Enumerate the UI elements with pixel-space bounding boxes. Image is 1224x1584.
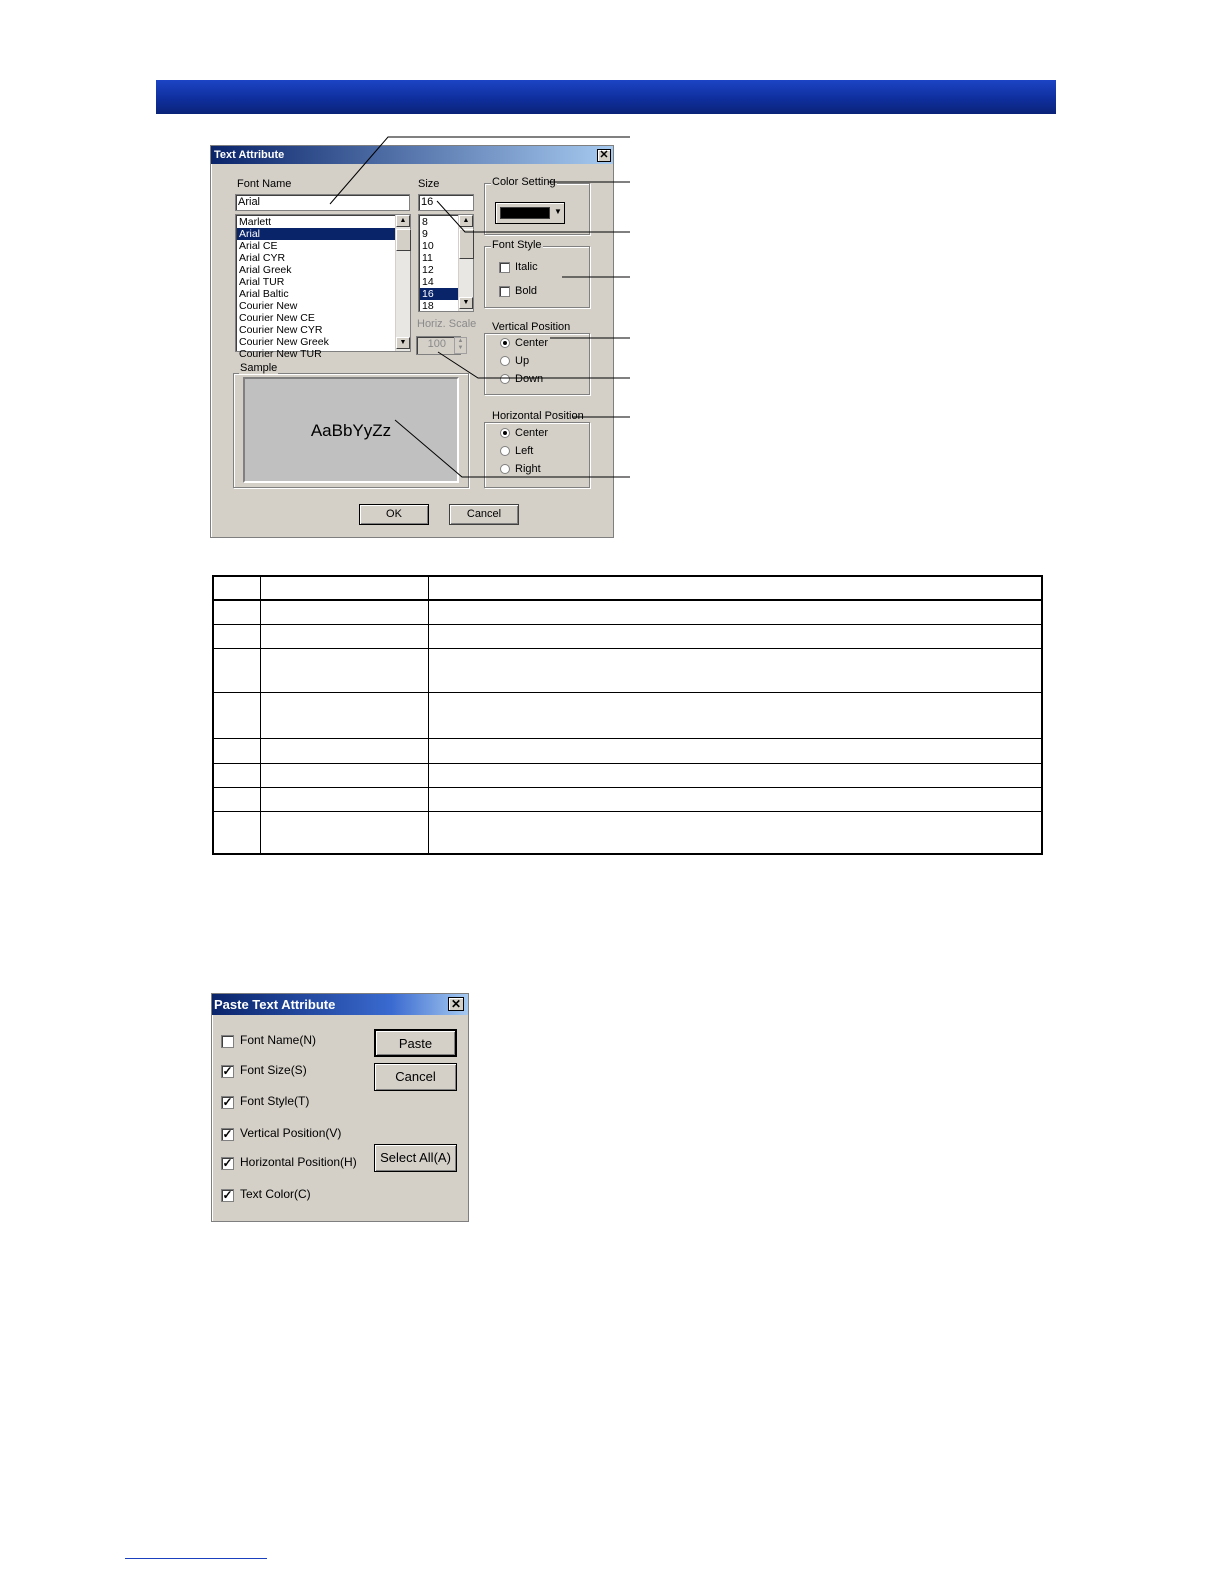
horizontal-position-label: Horizontal Position <box>492 410 584 422</box>
scroll-up-icon[interactable]: ▲ <box>396 215 410 227</box>
vertical-center-label: Center <box>515 337 549 349</box>
spin-up-icon[interactable]: ▲ <box>457 338 464 344</box>
bold-label: Bold <box>515 285 538 297</box>
font-list-item[interactable]: Arial <box>237 228 395 240</box>
font-list-item[interactable]: Arial CYR <box>239 252 286 264</box>
sample-text: AaBbYyZz <box>310 421 392 440</box>
scroll-up-icon[interactable]: ▲ <box>459 215 473 227</box>
font-list-item[interactable]: Arial TUR <box>239 276 285 288</box>
callout-size <box>437 201 630 232</box>
vertical-down-label: Down <box>515 373 544 385</box>
horizontal-right-label: Right <box>515 463 541 475</box>
table-row <box>214 624 1041 625</box>
horizontal-center-label: Center <box>515 427 549 439</box>
paste-text-attribute-dialog <box>211 993 469 1222</box>
size-list-item[interactable]: 18 <box>422 300 434 312</box>
spin-down-icon[interactable]: ▼ <box>457 345 464 351</box>
scroll-down-icon[interactable]: ▼ <box>396 337 410 349</box>
font-name-label: Font Name <box>237 178 292 190</box>
font-style-label: Font Style <box>492 239 542 251</box>
close-icon[interactable]: ✕ <box>448 997 464 1011</box>
italic-label: Italic <box>515 261 538 273</box>
font-list-item[interactable]: Courier New <box>239 300 298 312</box>
option-checkbox[interactable]: ✓ <box>222 1156 233 1170</box>
horiz-scale-field[interactable]: 100 <box>416 336 461 355</box>
option-checkbox[interactable]: ✓ <box>222 1188 233 1202</box>
size-list-item[interactable]: 11 <box>422 252 433 264</box>
option-label: Vertical Position(V) <box>240 1126 342 1140</box>
ok-button[interactable]: OK <box>359 504 429 525</box>
size-list-item[interactable]: 12 <box>422 264 434 276</box>
font-list-item[interactable]: Courier New CYR <box>239 324 323 336</box>
size-list-item[interactable]: 8 <box>422 216 428 228</box>
table-row <box>214 763 1041 764</box>
callout-font-name <box>330 137 630 204</box>
vertical-position-label: Vertical Position <box>492 321 571 333</box>
cancel-button[interactable]: Cancel <box>374 1063 457 1091</box>
dropdown-arrow-icon[interactable]: ▼ <box>554 207 562 216</box>
cancel-button[interactable]: Cancel <box>449 504 519 525</box>
option-label: Text Color(C) <box>240 1187 311 1201</box>
size-list-item[interactable]: 9 <box>422 228 428 240</box>
scroll-down-icon[interactable]: ▼ <box>459 297 473 309</box>
table-row <box>214 692 1041 693</box>
font-list-item[interactable]: Courier New TUR <box>239 348 322 360</box>
option-checkbox[interactable]: ✓ <box>222 1095 233 1109</box>
size-label: Size <box>418 178 440 190</box>
callout-lines <box>0 0 1224 600</box>
option-label: Font Style(T) <box>240 1094 310 1108</box>
table-row <box>214 648 1041 649</box>
horizontal-left-label: Left <box>515 445 534 457</box>
font-list-item[interactable]: Courier New CE <box>239 312 315 324</box>
option-label: Font Name(N) <box>240 1033 317 1047</box>
option-checkbox[interactable]: ✓ <box>222 1064 233 1078</box>
attribute-table <box>212 575 1043 855</box>
font-list-item[interactable]: Marlett <box>239 216 272 228</box>
option-label: Horizontal Position(H) <box>240 1155 357 1169</box>
font-list-item[interactable]: Arial CE <box>239 240 278 252</box>
size-list-item[interactable]: 16 <box>420 288 458 300</box>
font-list-item[interactable]: Courier New Greek <box>239 336 329 348</box>
horiz-scale-label: Horiz. Scale <box>417 318 477 330</box>
table-row <box>214 599 1041 601</box>
color-setting-label: Color Setting <box>492 176 556 188</box>
title-bar <box>212 994 468 1015</box>
dialog-title: Paste Text Attribute <box>214 997 336 1012</box>
footer-rule <box>125 1558 267 1559</box>
vertical-up-label: Up <box>515 355 530 367</box>
table-row <box>214 738 1041 739</box>
dialog-title: Text Attribute <box>214 149 285 161</box>
size-list-item[interactable]: 10 <box>422 240 434 252</box>
paste-button[interactable]: Paste <box>374 1029 457 1057</box>
size-field[interactable]: 16 <box>418 194 474 211</box>
table-row <box>214 811 1041 812</box>
font-list-item[interactable]: Arial Baltic <box>239 288 289 300</box>
callout-horiz-scale <box>438 352 630 378</box>
option-checkbox[interactable]: ✓ <box>222 1127 233 1141</box>
option-label: Font Size(S) <box>240 1063 307 1077</box>
font-name-field[interactable]: Arial <box>235 194 410 211</box>
sample-label: Sample <box>240 362 278 374</box>
size-list-item[interactable]: 14 <box>422 276 434 288</box>
callout-sample <box>395 420 630 477</box>
font-list-item[interactable]: Arial Greek <box>239 264 292 276</box>
select-all-button[interactable]: Select All(A) <box>374 1144 457 1172</box>
table-row <box>214 787 1041 788</box>
option-checkbox[interactable] <box>221 1035 234 1048</box>
close-icon[interactable]: ✕ <box>597 149 611 162</box>
